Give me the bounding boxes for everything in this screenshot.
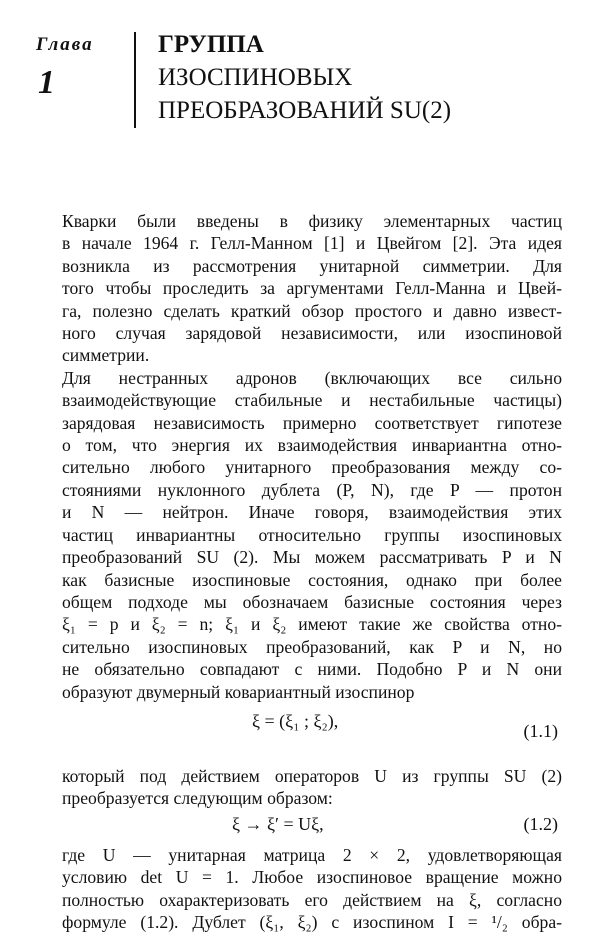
body-text xyxy=(62,210,562,933)
chapter-number: 1 xyxy=(38,64,55,101)
text-line: формуле (1.2). Дублет (ξ₁, ξ₂) с изоспином I = ¹/₂ обра- xyxy=(62,911,562,932)
text-line: полностью охарактеризовать его действием на ξ, согласно xyxy=(62,889,562,910)
text-line: сительно любого унитарного преобразования между со- xyxy=(62,457,562,478)
text-line: общем подходе мы обозначаем базисные состояния через xyxy=(62,591,562,612)
text-line: того чтобы проследить за аргументами Гелл-Манна и Цвей- xyxy=(62,278,562,299)
chapter-title-line: ИЗОСПИНОВЫХ xyxy=(158,64,353,91)
paragraph xyxy=(62,210,562,367)
text-line: стояниями нуклонного дублета (P, N), где P — протон xyxy=(62,479,562,500)
text-line: преобразуется следующим образом: xyxy=(62,788,333,809)
heading-divider xyxy=(134,32,136,128)
text-line: Кварки были введены в физику элементарных частиц xyxy=(62,211,562,231)
text-line: симметрии. xyxy=(62,345,150,366)
text-line: который под действием операторов U из группы SU (2) xyxy=(62,765,562,786)
paragraph xyxy=(62,765,562,810)
text-line: в начале 1964 г. Гелл-Манном [1] и Цвейгом [2]. Эта идея xyxy=(62,233,562,254)
text-line: не обязательно совпадают с ними. Подобно P и N они xyxy=(62,659,562,680)
text-line: возникла из рассмотрения унитарной симметрии. Для xyxy=(62,255,562,276)
equation-number: (1.2) xyxy=(523,813,558,834)
equation-1-1 xyxy=(62,703,562,765)
equation-body: ξ = (ξ₁ ; ξ₂), xyxy=(252,710,339,731)
chapter-title xyxy=(158,28,578,127)
text-line: ξ₁ = p и ξ₂ = n; ξ₁ и ξ₂ имеют такие же свойства отно- xyxy=(62,614,562,635)
text-line: преобразований SU (2). Мы можем рассматривать P и N xyxy=(62,547,562,568)
text-line: Для нестранных адронов (включающих все сильно xyxy=(62,367,562,388)
text-line: частиц инвариантны относительно группы изоспиновых xyxy=(62,524,562,545)
text-line: условию det U = 1. Любое изоспиновое вращение можно xyxy=(62,867,562,888)
text-line: как базисные изоспиновые состояния, однако при более xyxy=(62,569,562,590)
text-line: взаимодействующие стабильные и нестабильные частицы) xyxy=(62,390,562,411)
chapter-title-line: ПРЕОБРАЗОВАНИЙ SU(2) xyxy=(158,97,452,124)
equation-1-2 xyxy=(62,810,562,844)
text-line: где U — унитарная матрица 2 × 2, удовлетворяющая xyxy=(62,844,562,865)
equation-number: (1.1) xyxy=(523,720,558,741)
equation-body: ξ → ξ′ = Uξ, xyxy=(232,813,324,834)
text-line: и N — нейтрон. Иначе говоря, взаимодействия этих xyxy=(62,502,562,523)
text-line: га, полезно сделать краткий обзор простого и давно извест- xyxy=(62,300,562,321)
chapter-title-line: ГРУППА xyxy=(158,31,264,58)
paragraph xyxy=(62,367,562,703)
paragraph xyxy=(62,844,562,934)
chapter-label: Глава xyxy=(36,34,94,55)
text-line: сительно изоспиновых преобразований, как P и N, но xyxy=(62,636,562,657)
text-line: ного случая зарядовой независимости, или изоспиновой xyxy=(62,323,562,344)
text-line: о том, что энергия их взаимодействия инвариантна отно- xyxy=(62,435,562,456)
text-line: зарядовая независимость примерно соответствует гипотезе xyxy=(62,412,562,433)
text-line: образуют двумерный ковариантный изоспинор xyxy=(62,681,415,702)
